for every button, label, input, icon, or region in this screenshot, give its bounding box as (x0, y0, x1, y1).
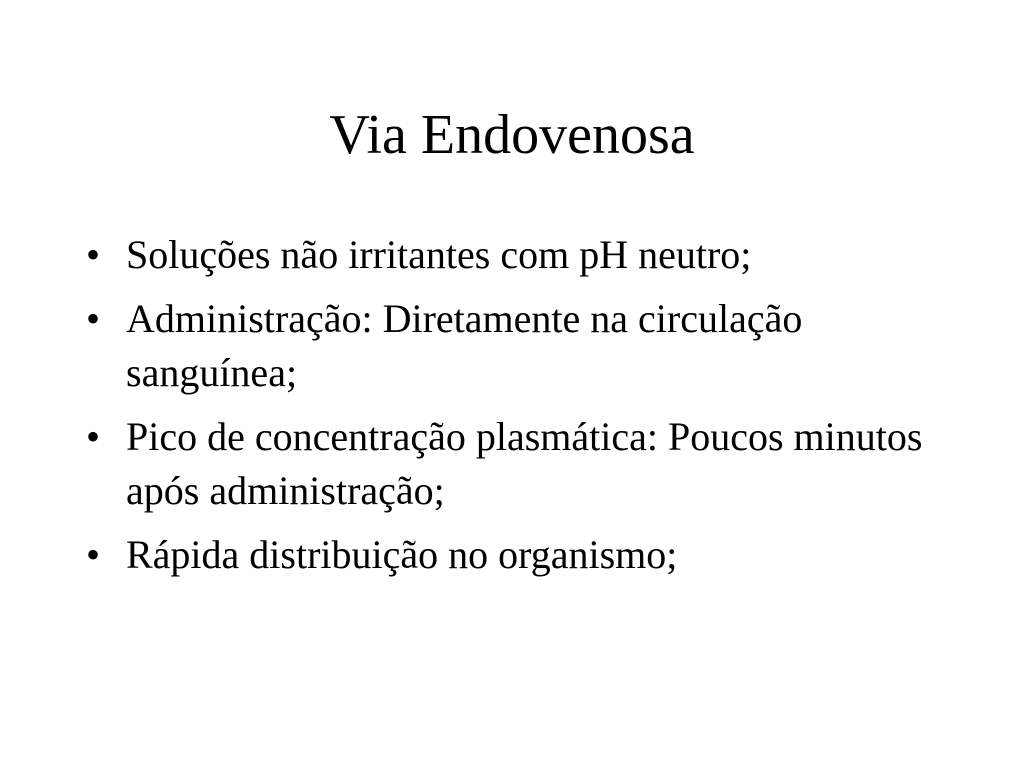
bullet-item (86, 292, 946, 400)
bullet-item (86, 228, 946, 282)
bullet-icon: • (86, 232, 101, 277)
bullet-item (86, 528, 946, 582)
bullet-text: Rápida distribuição no organismo; (126, 532, 678, 577)
bullet-icon: • (86, 414, 101, 459)
bullet-text: Soluções não irritantes com pH neutro; (126, 232, 752, 277)
bullet-text: Pico de concentração plasmática: Poucos minutos após administração; (126, 414, 923, 513)
bullet-icon: • (86, 296, 101, 341)
bullet-list (86, 228, 946, 592)
bullet-item (86, 410, 946, 518)
slide-title: Via Endovenosa (329, 104, 695, 166)
bullet-icon: • (86, 532, 101, 577)
bullet-text: Administração: Diretamente na circulação sanguínea; (126, 296, 803, 395)
